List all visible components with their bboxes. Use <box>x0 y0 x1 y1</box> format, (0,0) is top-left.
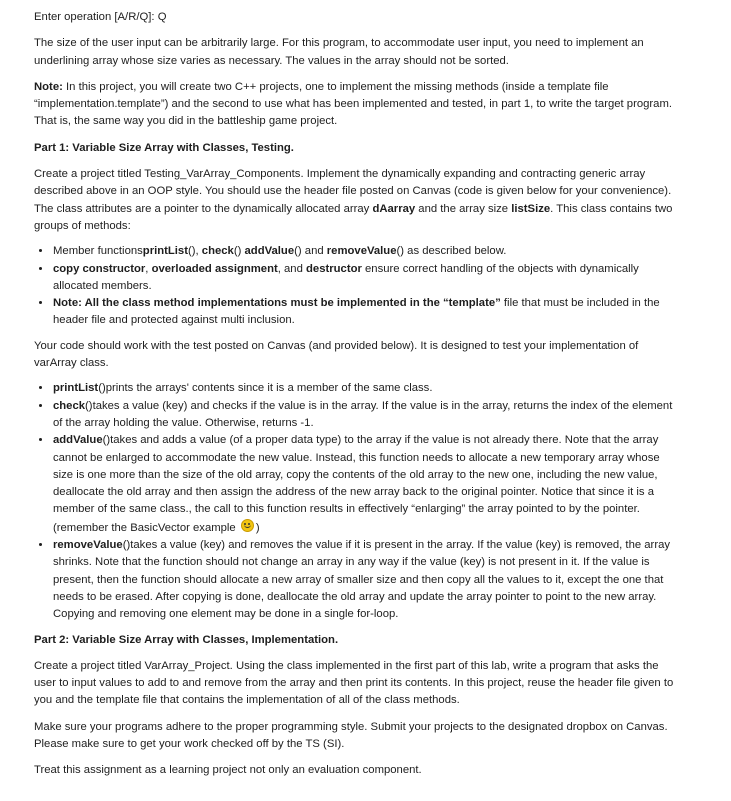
closing-paragraph: Treat this assignment as a learning project not only an evaluation component. <box>34 764 422 777</box>
list-item <box>52 537 674 623</box>
method-term: addValue <box>244 245 295 258</box>
bullet-text: (), <box>187 245 202 258</box>
method-term: printList <box>53 382 99 395</box>
submit-paragraph: Make sure your programs adhere to the proper programming style. Submit your projects to the designated dropbox on Canvas. Please make sure to get your work checked off by the TS (SI). <box>34 720 668 750</box>
note-bold-text: Note: All the class method implementations must be implemented in the “template” <box>53 297 501 310</box>
listSize-term: listSize <box>511 202 551 215</box>
part1-desc-text: Create a project titled Testing_VarArray_Components. Implement the dynamically expanding and contracting generic array described above in an OOP style. You should use the header file posted on Canvas (code is given below for your convenience). The class attributes are a pointer to the dynamically allocated array <box>34 168 672 215</box>
list-item <box>52 261 674 296</box>
method-term: check <box>201 245 234 258</box>
bullet-text: Member functions <box>53 245 143 258</box>
list-item <box>52 432 674 537</box>
note-paragraph <box>34 79 674 131</box>
part2-heading <box>34 632 674 649</box>
note-text: In this project, you will create two C++ projects, one to implement the missing methods (inside a template file “implementation.template”) and the second to use what has been implemented and tested, in part 1, to write the target program. That is, the same way you did in the battleship game project. <box>34 80 673 128</box>
methods-list <box>34 380 674 623</box>
bullet-text: file that must be included in the header file and protected against multi inclusion. <box>53 297 660 327</box>
dAarray-term: dAarray <box>372 202 416 215</box>
method-term: check <box>53 399 86 412</box>
bullet-text: , and <box>277 262 307 275</box>
part2-heading-text: Part 2: Variable Size Array with Classes, Implementation. <box>34 633 339 646</box>
list-item <box>52 398 674 433</box>
smiley-face-icon <box>241 519 254 532</box>
bullet-text: () as described below. <box>396 245 507 258</box>
method-desc: ()takes a value (key) and removes the value if it is present in the array. If the value (key) is removed, the array shrinks. Note that the function should not change an array in any way if the value (key) is not present in it. If the value is present, then the function should allocate a new array of smaller size and then copy all the values to it, except the one that needs to be erased. After copying is done, deallocate the old array and update the array pointer to point to the new array. Copying and removing one element may be done in a single for-loop. <box>53 539 671 621</box>
prompt-line: Enter operation [A/R/Q]: Q <box>34 11 167 23</box>
bullet-text: () and <box>294 245 327 258</box>
method-term: removeValue <box>326 245 397 258</box>
intro-paragraph: The size of the user input can be arbitrarily large. For this program, to accommodate user input, you need to implement an underlining array whose size varies as necessary. The values in the array should not be sorted. <box>34 37 644 67</box>
bullet-text: () <box>233 245 245 258</box>
method-groups-list <box>34 243 674 329</box>
method-term: overloaded assignment <box>151 262 278 275</box>
test-paragraph: Your code should work with the test posted on Canvas (and provided below). It is designed to test your implementation of varArray class. <box>34 339 639 370</box>
bullet-text: ensure correct handling of the objects with dynamically allocated members. <box>53 262 639 292</box>
part1-description <box>34 166 674 235</box>
note-label: Note: <box>34 80 63 93</box>
method-term: removeValue <box>53 539 123 552</box>
bullet-text: , <box>145 262 152 275</box>
method-desc: ) <box>255 521 260 534</box>
list-item <box>52 243 674 260</box>
part1-heading <box>34 140 674 157</box>
method-term: copy constructor <box>53 262 146 275</box>
part1-heading-text: Part 1: Variable Size Array with Classes, Testing. <box>34 141 294 154</box>
method-desc: ()takes a value (key) and checks if the value is in the array. If the value is in the array, returns the index of the element of the array holding the value. Otherwise, returns -1. <box>53 399 673 429</box>
method-term: addValue <box>53 434 103 447</box>
method-term: destructor <box>306 262 362 275</box>
method-desc: ()takes and adds a value (of a proper data type) to the array if the value is not already there. Note that the array cannot be enlarged to accommodate the new value. Instead, this function needs to allocate a new temporary array whose size is one more than the size of the old array, copy the contents of the old array to the new one, including the new value, deallocate the old array and then assign the address of the new array back to the original pointer. Notice that since it is a member of the same class., the call to this function results in effectively “enlarging” the array pointed to by the pointer. (remember the BasicVector example <box>53 434 660 534</box>
list-item <box>52 380 674 397</box>
part2-description: Create a project titled VarArray_Project. Using the class implemented in the first part of this lab, write a program that asks the user to input values to add to and remove from the array and then print its contents. In this project, reuse the header file given to you and the template file that contains the implementation of all of the class methods. <box>34 659 674 707</box>
list-item <box>52 295 674 330</box>
method-desc: ()prints the arrays' contents since it is a member of the same class. <box>98 382 433 395</box>
method-term: printList <box>142 245 188 258</box>
part1-desc-text: . This class contains two groups of methods: <box>34 202 673 232</box>
part1-desc-text: and the array size <box>415 202 512 215</box>
